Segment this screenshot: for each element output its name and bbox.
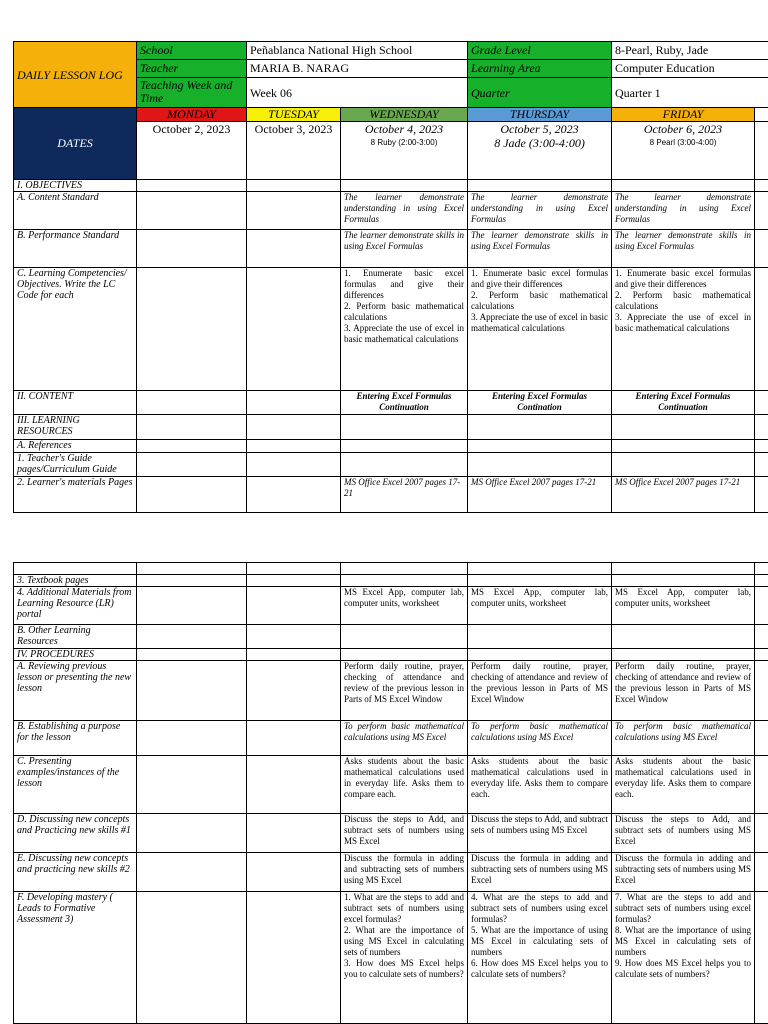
comp-wed-item: 2. Perform basic mathematical calculations bbox=[344, 301, 465, 322]
date-fri-main: October 6, 2023 bbox=[643, 122, 723, 136]
content-std-thu: The learner demonstrate understanding in using Excel Formulas bbox=[468, 192, 612, 230]
examples-fri: Asks students about the basic mathematical calculations used in everyday life. Asks them to compare each. bbox=[612, 756, 755, 814]
grade-value: 8-Pearl, Ruby, Jade bbox=[612, 42, 768, 60]
date-wed-main: October 4, 2023 bbox=[364, 122, 444, 136]
review-fri: Perform daily routine, prayer, checking of attendance and review of the previous lesson in Parts of MS Excel Window bbox=[612, 661, 755, 721]
school-value: Peñablanca National High School bbox=[247, 42, 468, 60]
row-examples: C. Presenting examples/instances of the lesson bbox=[14, 756, 137, 814]
mastery-wed-item: 2. What are the importance of using MS Excel in calculating sets of numbers bbox=[344, 925, 464, 957]
date-thu-sub: 8 Jade (3:00-4:00) bbox=[494, 136, 585, 150]
date-wednesday bbox=[341, 122, 468, 180]
disc1-fri: Discuss the steps to Add, and subtract sets of numbers using MS Excel bbox=[612, 814, 755, 853]
perf-std-fri: The learner demonstrate skills in using Excel Formulas bbox=[612, 230, 755, 268]
lm-thu: MS Office Excel 2007 pages 17-21 bbox=[468, 477, 612, 513]
row-performance-standard: B. Performance Standard bbox=[14, 230, 137, 268]
comp-fri-item: 2. Perform basic mathematical calculations bbox=[615, 290, 752, 311]
disc1-wed: Discuss the steps to Add, and subtract sets of numbers using MS Excel bbox=[341, 814, 468, 853]
disc2-thu: Discuss the formula in adding and subtracting sets of numbers using MS Excel bbox=[468, 853, 612, 892]
content-std-fri: The learner demonstrate understanding in using Excel Formulas bbox=[612, 192, 755, 230]
row-reviewing: A. Reviewing previous lesson or presenting the new lesson bbox=[14, 661, 137, 721]
review-wed: Perform daily routine, prayer, checking of attendance and review of the previous lesson in Parts of MS Excel Window bbox=[341, 661, 468, 721]
disc2-wed: Discuss the formula in adding and subtracting sets of numbers using MS Excel bbox=[341, 853, 468, 892]
comp-wed-item: 3. Appreciate the use of excel in basic mathematical calculations bbox=[344, 323, 465, 344]
mastery-fri-item: 7. What are the steps to add and subtract sets of numbers using excel formulas? bbox=[615, 892, 751, 924]
purpose-fri: To perform basic mathematical calculations using MS Excel bbox=[612, 721, 755, 756]
perf-std-wed: The learner demonstrate skills in using Excel Formulas bbox=[341, 230, 468, 268]
review-thu: Perform daily routine, prayer, checking of attendance and review of the previous lesson in Parts of MS Excel Window bbox=[468, 661, 612, 721]
row-content: II. CONTENT bbox=[14, 391, 137, 415]
mastery-wed-item: 3. How does MS Excel helps you to calculate sets of numbers? bbox=[344, 958, 464, 979]
examples-wed: Asks students about the basic mathematical calculations used in everyday life. Asks them to compare each. bbox=[341, 756, 468, 814]
purpose-thu: To perform basic mathematical calculations using MS Excel bbox=[468, 721, 612, 756]
disc2-fri: Discuss the formula in adding and subtracting sets of numbers using MS Excel bbox=[612, 853, 755, 892]
mastery-thu-item: 5. What are the importance of using MS Excel in calculating sets of numbers bbox=[471, 925, 608, 957]
examples-thu: Asks students about the basic mathematical calculations used in everyday life. Asks them to compare each. bbox=[468, 756, 612, 814]
area-value: Computer Education bbox=[612, 60, 768, 78]
mastery-wed-item: 1. What are the steps to add and subtract sets of numbers using excel formulas? bbox=[344, 892, 464, 924]
content-thu: Entering Excel Formulas Contination bbox=[468, 391, 612, 415]
day-monday: MONDAY bbox=[137, 108, 247, 122]
comp-wed-item: 1. Enumerate basic excel formulas and give their differences bbox=[344, 268, 465, 300]
row-learning-resources: III. LEARNING RESOURCES bbox=[14, 415, 137, 440]
quarter-label: Quarter bbox=[468, 78, 612, 108]
comp-thu-item: 2. Perform basic mathematical calculations bbox=[471, 290, 609, 311]
row-teachers-guide: 1. Teacher's Guide pages/Curriculum Guide bbox=[14, 453, 137, 477]
comp-fri bbox=[612, 268, 755, 391]
purpose-wed: To perform basic mathematical calculations using MS Excel bbox=[341, 721, 468, 756]
mastery-fri-item: 8. What are the importance of using MS Excel in calculating sets of numbers bbox=[615, 925, 751, 957]
row-purpose: B. Establishing a purpose for the lesson bbox=[14, 721, 137, 756]
date-wed-sub: 8 Ruby (2:00-3:00) bbox=[370, 138, 438, 147]
row-learners-materials: 2. Learner's materials Pages bbox=[14, 477, 137, 513]
row-competencies: C. Learning Competencies/ Objectives. Write the LC Code for each bbox=[14, 268, 137, 391]
grade-label: Grade Level bbox=[468, 42, 612, 60]
teacher-label: Teacher bbox=[137, 60, 247, 78]
add-wed: MS Excel App, computer lab, computer units, worksheet bbox=[341, 587, 468, 625]
row-textbook: 3. Textbook pages bbox=[14, 575, 137, 587]
school-label: School bbox=[137, 42, 247, 60]
dates-label: DATES bbox=[14, 108, 137, 180]
row-discussing-1: D. Discussing new concepts and Practicing new skills #1 bbox=[14, 814, 137, 853]
disc1-thu: Discuss the steps to Add, and subtract sets of numbers using MS Excel bbox=[468, 814, 612, 853]
add-thu: MS Excel App, computer lab, computer units, worksheet bbox=[468, 587, 612, 625]
lm-fri: MS Office Excel 2007 pages 17-21 bbox=[612, 477, 755, 513]
comp-thu bbox=[468, 268, 612, 391]
teacher-value: MARIA B. NARAG bbox=[247, 60, 468, 78]
comp-wed bbox=[341, 268, 468, 391]
row-other-resources: B. Other Learning Resources bbox=[14, 625, 137, 649]
mastery-wed bbox=[341, 892, 468, 1024]
date-monday: October 2, 2023 bbox=[137, 122, 247, 180]
dll-title: DAILY LESSON LOG bbox=[14, 42, 137, 108]
date-friday bbox=[612, 122, 755, 180]
date-tuesday: October 3, 2023 bbox=[247, 122, 341, 180]
row-procedures: IV. PROCEDURES bbox=[14, 649, 137, 661]
content-fri: Entering Excel Formulas Continuation bbox=[612, 391, 755, 415]
content-std-wed: The learner demonstrate understanding in using Excel Formulas bbox=[341, 192, 468, 230]
area-label: Learning Area bbox=[468, 60, 612, 78]
date-fri-sub: 8 Pearl (3:00-4:00) bbox=[649, 138, 717, 147]
lesson-log-table-page2 bbox=[13, 562, 768, 1024]
quarter-value: Quarter 1 bbox=[612, 78, 768, 108]
add-fri: MS Excel App, computer lab, computer units, worksheet bbox=[612, 587, 755, 625]
day-tuesday: TUESDAY bbox=[247, 108, 341, 122]
mastery-fri-item: 9. How does MS Excel helps you to calculate sets of numbers? bbox=[615, 958, 751, 979]
row-content-standard: A. Content Standard bbox=[14, 192, 137, 230]
row-discussing-2: E. Discussing new concepts and practicing new skills #2 bbox=[14, 853, 137, 892]
lm-wed: MS Office Excel 2007 pages 17-21 bbox=[341, 477, 468, 513]
row-developing-mastery: F. Developing mastery ( Leads to Formative Assessment 3) bbox=[14, 892, 137, 1024]
week-value: Week 06 bbox=[247, 78, 468, 108]
mastery-fri bbox=[612, 892, 755, 1024]
day-wednesday: WEDNESDAY bbox=[341, 108, 468, 122]
date-thursday bbox=[468, 122, 612, 180]
week-label: Teaching Week and Time bbox=[137, 78, 247, 108]
perf-std-thu: The learner demonstrate skills in using Excel Formulas bbox=[468, 230, 612, 268]
content-wed: Entering Excel Formulas Continuation bbox=[341, 391, 468, 415]
date-thu-main: October 5, 2023 bbox=[500, 122, 579, 136]
comp-thu-item: 1. Enumerate basic excel formulas and give their differences bbox=[471, 268, 609, 289]
lesson-log-table-page1 bbox=[13, 41, 768, 513]
mastery-thu-item: 6. How does MS Excel helps you to calculate sets of numbers? bbox=[471, 958, 608, 979]
comp-fri-item: 1. Enumerate basic excel formulas and give their differences bbox=[615, 268, 752, 289]
mastery-thu-item: 4. What are the steps to add and subtract sets of numbers using excel formulas? bbox=[471, 892, 608, 924]
row-additional-materials: 4. Additional Materials from Learning Resource (LR) portal bbox=[14, 587, 137, 625]
row-objectives: I. OBJECTIVES bbox=[14, 180, 137, 192]
day-thursday: THURSDAY bbox=[468, 108, 612, 122]
row-references: A. References bbox=[14, 440, 137, 453]
comp-fri-item: 3. Appreciate the use of excel in basic mathematical calculations bbox=[615, 312, 752, 333]
comp-thu-item: 3. Appreciate the use of excel in basic mathematical calculations bbox=[471, 312, 609, 333]
day-friday: FRIDAY bbox=[612, 108, 755, 122]
mastery-thu bbox=[468, 892, 612, 1024]
